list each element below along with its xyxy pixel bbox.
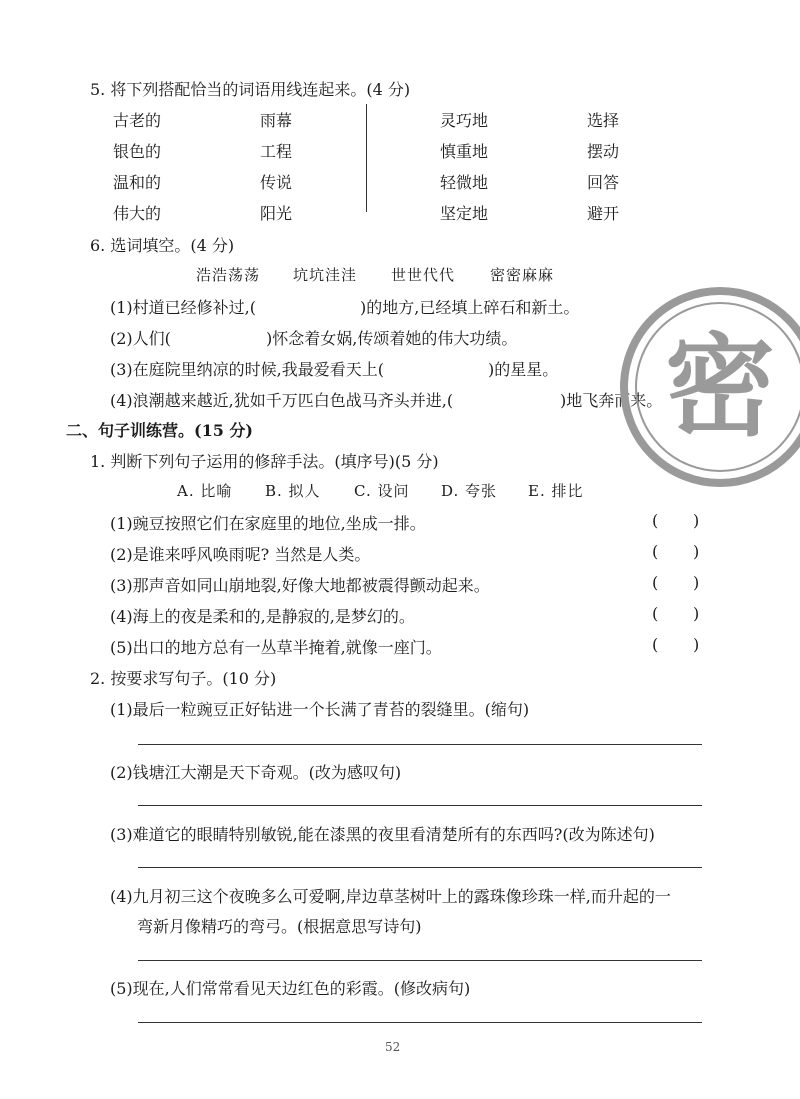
answer-line-4[interactable]	[138, 960, 702, 961]
answer-line-3[interactable]	[138, 867, 702, 868]
q6-word-3: 世世代代	[391, 266, 456, 284]
q5-left-b-3: 传说	[260, 173, 293, 192]
answer-paren-open[interactable]: (	[652, 573, 659, 592]
q5-right-a-4: 坚定地	[440, 204, 489, 223]
confidential-stamp-icon	[618, 285, 800, 490]
column-divider	[366, 104, 367, 212]
section2-title: 二、句子训练营。(15 分)	[66, 421, 253, 440]
q5-left-a-3: 温和的	[113, 173, 162, 192]
answer-paren-open[interactable]: (	[652, 542, 659, 561]
s2q2-item-3: (3)难道它的眼睛特别敏锐,能在漆黑的夜里看清楚所有的东西吗?(改为陈述句)	[110, 825, 655, 844]
q6-item-1-pre: (1)村道已经修补过,(	[110, 298, 256, 317]
s2q1-option-a: A. 比喻	[177, 482, 233, 500]
answer-line-5[interactable]	[138, 1022, 702, 1023]
answer-paren-open[interactable]: (	[652, 604, 659, 623]
s2q1-item-2: (2)是谁来呼风唤雨呢? 当然是人类。	[110, 545, 371, 564]
q5-left-a-2: 银色的	[113, 142, 162, 161]
q6-title: 6. 选词填空。(4 分)	[90, 236, 235, 255]
answer-paren-close: )	[693, 542, 700, 561]
q5-right-a-2: 慎重地	[440, 142, 489, 161]
answer-paren-open[interactable]: (	[652, 511, 659, 530]
answer-paren-close: )	[693, 573, 700, 592]
q5-left-b-2: 工程	[260, 142, 293, 161]
q5-right-a-1: 灵巧地	[440, 111, 489, 130]
s2q1-title: 1. 判断下列句子运用的修辞手法。(填序号)(5 分)	[90, 452, 439, 471]
q6-item-2-post: )怀念着女娲,传颂着她的伟大功绩。	[266, 329, 518, 348]
q6-word-2: 坑坑洼洼	[293, 266, 358, 284]
q5-left-a-4: 伟大的	[113, 204, 162, 223]
q5-right-b-4: 避开	[587, 204, 620, 223]
answer-line-2[interactable]	[138, 805, 702, 806]
s2q2-item-2: (2)钱塘江大潮是天下奇观。(改为感叹句)	[110, 763, 402, 782]
s2q2-item-4-line2: 弯新月像精巧的弯弓。(根据意思写诗句)	[137, 917, 422, 936]
q6-item-3-post: )的星星。	[488, 360, 559, 379]
s2q1-option-e: E. 排比	[528, 482, 584, 500]
s2q1-item-1: (1)豌豆按照它们在家庭里的地位,坐成一排。	[110, 514, 426, 533]
q6-item-3-pre: (3)在庭院里纳凉的时候,我最爱看天上(	[110, 360, 384, 379]
q5-left-a-1: 古老的	[113, 111, 162, 130]
q6-item-4-pre: (4)浪潮越来越近,犹如千万匹白色战马齐头并进,(	[110, 391, 454, 410]
q6-word-4: 密密麻麻	[490, 266, 555, 284]
q5-title: 5. 将下列搭配恰当的词语用线连起来。(4 分)	[90, 80, 411, 99]
q5-left-b-1: 雨幕	[260, 111, 293, 130]
q6-item-4-post: )地飞奔而来。	[560, 391, 663, 410]
answer-paren-close: )	[693, 635, 700, 654]
q6-item-1-post: )的地方,已经填上碎石和新土。	[360, 298, 580, 317]
s2q2-item-1: (1)最后一粒豌豆正好钻进一个长满了青苔的裂缝里。(缩句)	[110, 700, 530, 719]
answer-paren-close: )	[693, 604, 700, 623]
q5-left-b-4: 阳光	[260, 204, 293, 223]
q6-word-1: 浩浩荡荡	[196, 266, 261, 284]
s2q2-title: 2. 按要求写句子。(10 分)	[90, 669, 277, 688]
s2q1-option-b: B. 拟人	[265, 482, 321, 500]
q5-right-b-1: 选择	[587, 111, 620, 130]
q5-right-b-2: 摆动	[587, 142, 620, 161]
s2q1-item-3: (3)那声音如同山崩地裂,好像大地都被震得颤动起来。	[110, 576, 490, 595]
q6-item-2-pre: (2)人们(	[110, 329, 171, 348]
s2q1-option-c: C. 设问	[354, 482, 410, 500]
stamp-char: 密	[665, 323, 775, 451]
q5-right-a-3: 轻微地	[440, 173, 489, 192]
s2q1-option-d: D. 夸张	[441, 482, 498, 500]
s2q2-item-4-line1: (4)九月初三这个夜晚多么可爱啊,岸边草茎树叶上的露珠像珍珠一样,而升起的一	[110, 887, 671, 906]
s2q1-item-5: (5)出口的地方总有一丛草半掩着,就像一座门。	[110, 638, 442, 657]
s2q2-item-5: (5)现在,人们常常看见天边红色的彩霞。(修改病句)	[110, 979, 471, 998]
answer-paren-open[interactable]: (	[652, 635, 659, 654]
q5-right-b-3: 回答	[587, 173, 620, 192]
answer-line-1[interactable]	[138, 744, 702, 745]
s2q1-item-4: (4)海上的夜是柔和的,是静寂的,是梦幻的。	[110, 607, 415, 626]
page-number: 52	[385, 1040, 401, 1054]
answer-paren-close: )	[693, 511, 700, 530]
